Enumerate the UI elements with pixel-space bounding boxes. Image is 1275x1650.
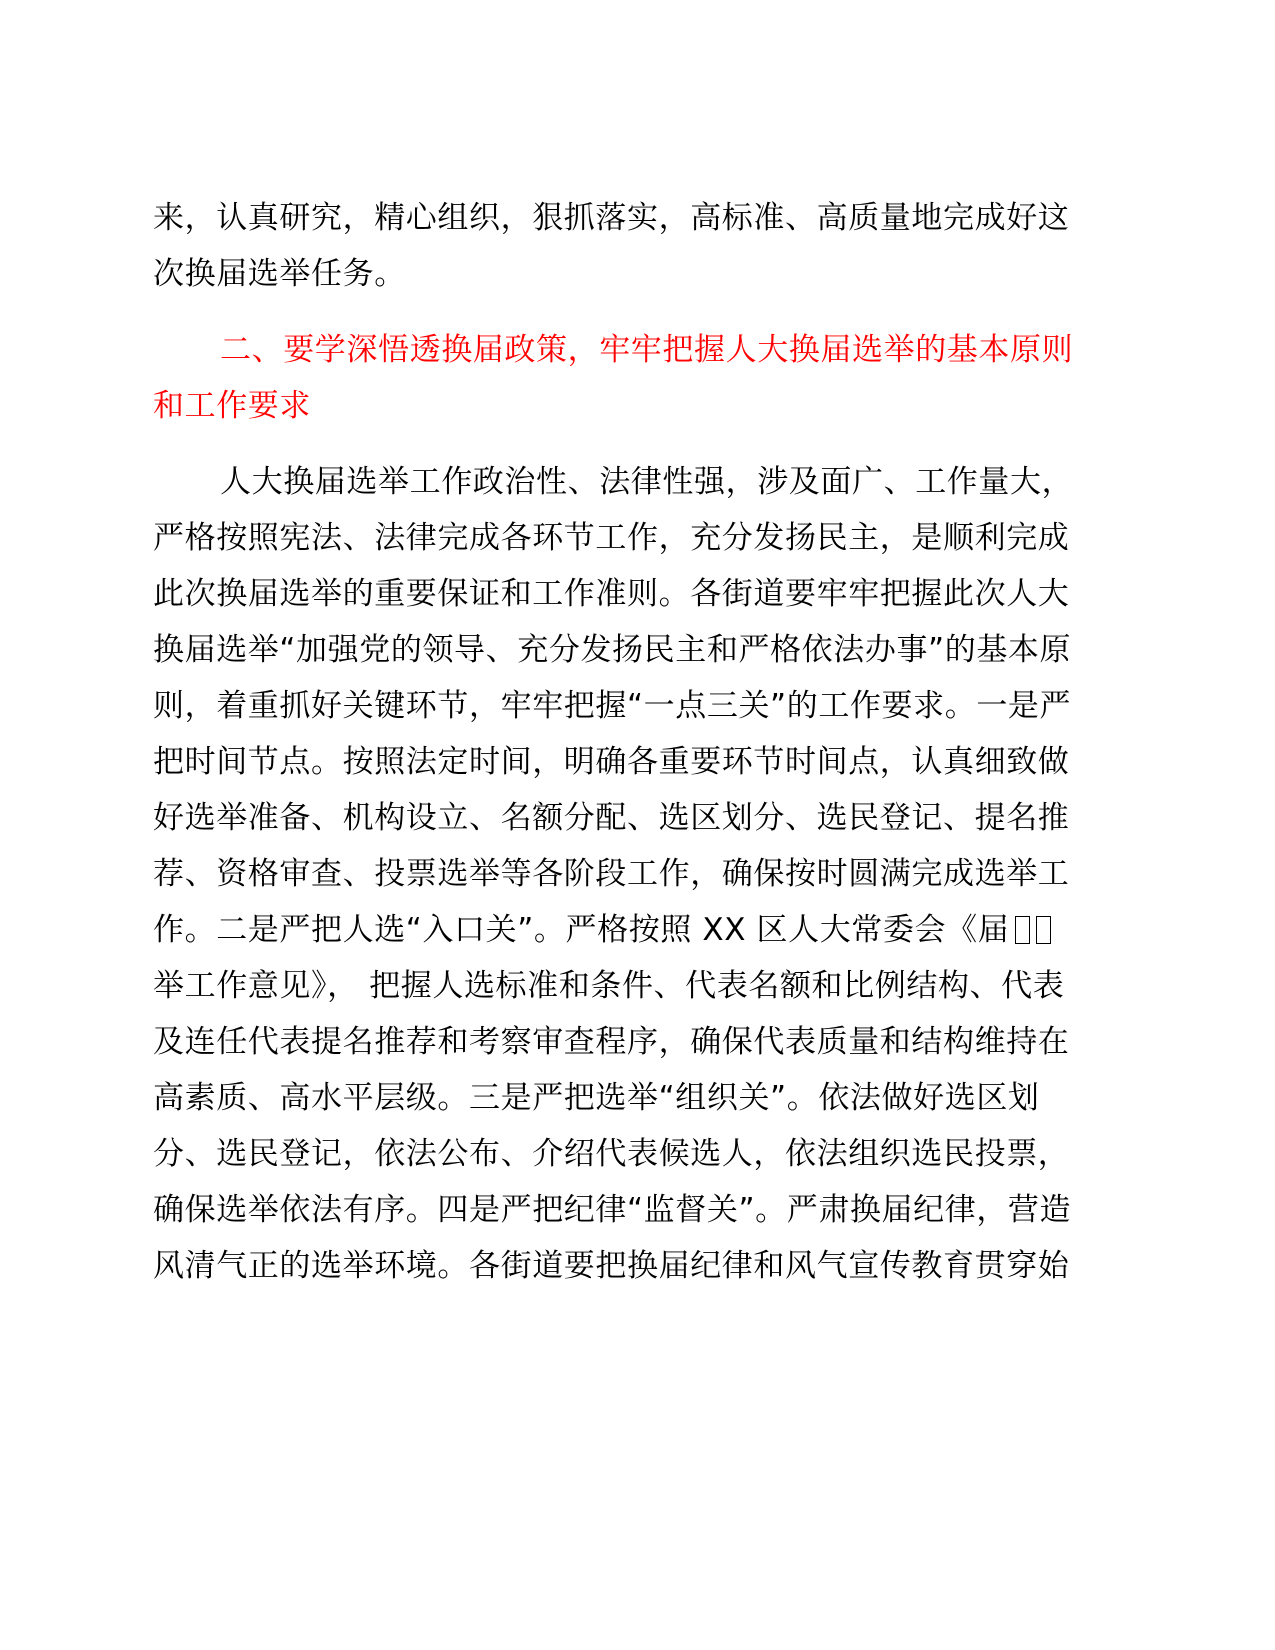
section-heading-line-1: 二、要学深悟透换届政策，牢牢把握人大换届选举的基本原则 — [220, 332, 1074, 368]
paragraph-2-line-11: 及连任代表提名推荐和考察审查程序，确保代表质量和结构维持在 — [153, 1024, 1070, 1060]
missing-glyph-box — [1015, 916, 1030, 944]
paragraph-2-line-12: 高素质、高水平层级。三是严把选举“组织关”。依法做好选区划 — [153, 1080, 1040, 1116]
paragraph-2-line-8: 荐、资格审查、投票选举等各阶段工作，确保按时圆满完成选举工 — [153, 856, 1070, 892]
paragraph-1-line-2: 次换届选举任务。 — [153, 256, 406, 292]
paragraph-2-line-2: 严格按照宪法、法律完成各环节工作，充分发扬民主，是顺利完成 — [153, 520, 1070, 556]
paragraph-2-line-14: 确保选举依法有序。四是严把纪律“监督关”。严肃换届纪律，营造 — [153, 1192, 1072, 1228]
paragraph-2-line-5: 则，着重抓好关键环节，牢牢把握“一点三关”的工作要求。一是严 — [153, 688, 1072, 724]
paragraph-2-line-13: 分、选民登记，依法公布、介绍代表候选人，依法组织选民投票， — [153, 1136, 1070, 1172]
paragraph-2-line-9-text: 作。二是严把人选“入口关”。严格按照 XX 区人大常委会《届 — [153, 912, 1010, 948]
paragraph-2-line-3: 此次换届选举的重要保证和工作准则。各街道要牢牢把握此次人大 — [153, 576, 1070, 612]
paragraph-2-line-7: 好选举准备、机构设立、名额分配、选区划分、选民登记、提名推 — [153, 800, 1070, 836]
paragraph-2-line-9 — [153, 910, 1123, 950]
paragraph-2-line-15: 风清气正的选举环境。各街道要把换届纪律和风气宣传教育贯穿始 — [153, 1248, 1070, 1284]
paragraph-2-line-10: 举工作意见》， 把握人选标准和条件、代表名额和比例结构、代表 — [153, 968, 1065, 1004]
paragraph-2-line-6: 把时间节点。按照法定时间，明确各重要环节时间点，认真细致做 — [153, 744, 1070, 780]
paragraph-1-line-1: 来，认真研究，精心组织，狠抓落实，高标准、高质量地完成好这 — [153, 200, 1070, 236]
paragraph-2-line-4: 换届选举“加强党的领导、充分发扬民主和严格依法办事”的基本原 — [153, 632, 1072, 668]
paragraph-2-line-1: 人大换届选举工作政治性、法律性强，涉及面广、工作量大， — [220, 464, 1074, 500]
missing-glyph-box — [1036, 916, 1051, 944]
section-heading-line-2: 和工作要求 — [153, 388, 311, 424]
